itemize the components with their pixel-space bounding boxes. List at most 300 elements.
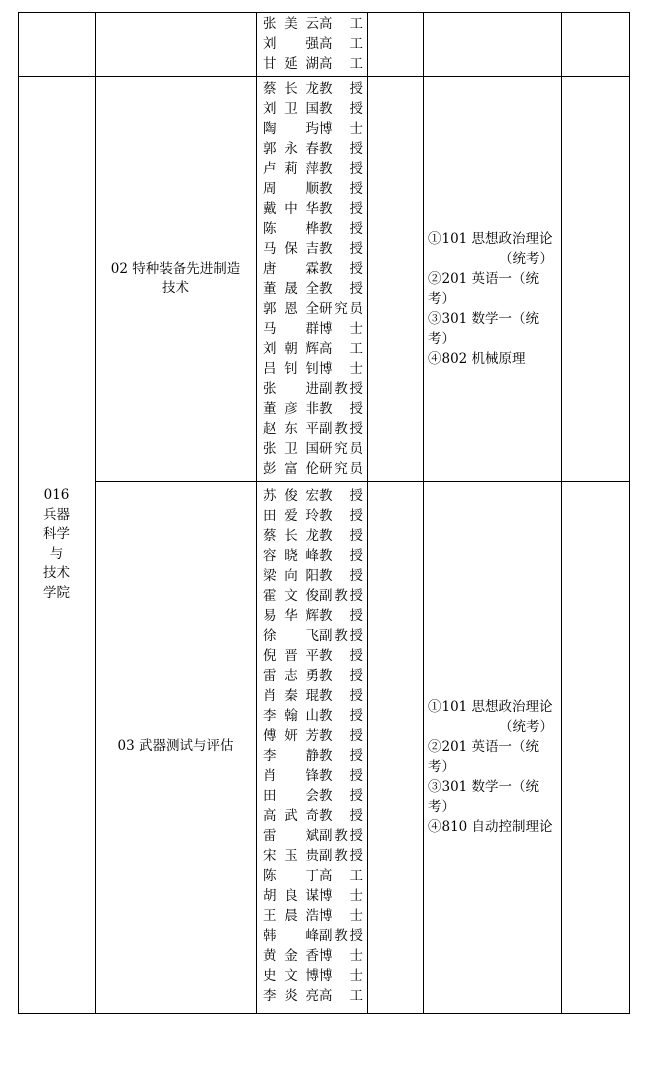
staff-row	[263, 339, 363, 359]
staff-name	[263, 966, 319, 986]
char: 俊	[305, 588, 319, 604]
char: 吉	[305, 241, 319, 257]
staff-name	[263, 766, 319, 786]
char: 辉	[305, 341, 319, 357]
char: 博	[319, 888, 333, 904]
staff-row	[263, 566, 363, 586]
char: 士	[349, 948, 363, 964]
char: 云	[305, 16, 319, 32]
staff-row	[263, 666, 363, 686]
staff-row	[263, 399, 363, 419]
char: 陶	[263, 121, 277, 137]
char: 甘	[263, 56, 277, 72]
staff-name	[263, 506, 319, 526]
char: 霍	[263, 588, 277, 604]
char: 士	[349, 908, 363, 924]
char: 授	[349, 141, 363, 157]
char: 苏	[263, 488, 277, 504]
char: 容	[263, 548, 277, 564]
char: 李	[263, 708, 277, 724]
staff-row	[263, 179, 363, 199]
staff-title	[319, 646, 363, 666]
char: 宋	[263, 848, 277, 864]
column-divider	[95, 12, 96, 1013]
char: 长	[284, 81, 298, 97]
char: 刘	[263, 36, 277, 52]
char: 教	[319, 708, 333, 724]
char: 马	[263, 241, 277, 257]
staff-row	[263, 966, 363, 986]
staff-name	[263, 806, 319, 826]
staff-row	[263, 806, 363, 826]
char: 授	[349, 421, 363, 437]
char: 肖	[263, 768, 277, 784]
char: 工	[349, 341, 363, 357]
staff-name	[263, 926, 319, 946]
char: 华	[305, 201, 319, 217]
char: 田	[263, 788, 277, 804]
char: 授	[349, 528, 363, 544]
staff-title	[319, 459, 363, 479]
staff-title	[319, 566, 363, 586]
staff-name	[263, 586, 319, 606]
table-border-bottom	[18, 1013, 630, 1014]
staff-row	[263, 359, 363, 379]
char: 授	[349, 728, 363, 744]
staff-name	[263, 706, 319, 726]
staff-title	[319, 34, 363, 54]
staff-name	[263, 746, 319, 766]
char: 教	[334, 848, 348, 864]
staff-row	[263, 159, 363, 179]
staff-title	[319, 439, 363, 459]
staff-row	[263, 946, 363, 966]
staff-row	[263, 34, 363, 54]
char: 湖	[305, 56, 319, 72]
exam-subject: ②201 英语一（统考）	[428, 271, 540, 307]
staff-list-02	[263, 79, 363, 479]
char: 教	[319, 161, 333, 177]
department-name-line: 兵器	[43, 506, 70, 523]
exam-subject: ③301 数学一（统考）	[428, 311, 540, 347]
staff-title	[319, 806, 363, 826]
staff-row	[263, 746, 363, 766]
char: 教	[319, 528, 333, 544]
staff-name	[263, 566, 319, 586]
char: 究	[334, 441, 348, 457]
staff-row	[263, 846, 363, 866]
staff-row	[263, 99, 363, 119]
char: 高	[319, 988, 333, 1004]
char: 董	[263, 401, 277, 417]
staff-title	[319, 219, 363, 239]
char: 肖	[263, 688, 277, 704]
char: 彦	[284, 401, 298, 417]
staff-title	[319, 159, 363, 179]
char: 教	[319, 221, 333, 237]
staff-name	[263, 219, 319, 239]
staff-name	[263, 199, 319, 219]
char: 全	[305, 281, 319, 297]
char: 教	[319, 568, 333, 584]
char: 士	[349, 321, 363, 337]
char: 李	[263, 748, 277, 764]
char: 峰	[305, 928, 319, 944]
program-table	[18, 12, 630, 1013]
staff-name	[263, 399, 319, 419]
char: 勇	[305, 668, 319, 684]
char: 东	[284, 421, 298, 437]
char: 副	[319, 421, 333, 437]
char: 卢	[263, 161, 277, 177]
row-divider	[18, 76, 630, 77]
char: 教	[319, 181, 333, 197]
char: 永	[284, 141, 298, 157]
staff-row	[263, 726, 363, 746]
char: 彭	[263, 461, 277, 477]
staff-name	[263, 526, 319, 546]
char: 辉	[305, 608, 319, 624]
char: 春	[305, 141, 319, 157]
staff-title	[319, 379, 363, 399]
char: 王	[263, 908, 277, 924]
char: 授	[349, 808, 363, 824]
staff-row	[263, 926, 363, 946]
char: 教	[334, 421, 348, 437]
staff-row	[263, 279, 363, 299]
char: 教	[319, 728, 333, 744]
char: 胡	[263, 888, 277, 904]
staff-title	[319, 14, 363, 34]
staff-name	[263, 359, 319, 379]
staff-row	[263, 526, 363, 546]
exam-subject-note: （统考）	[499, 719, 553, 735]
staff-name	[263, 299, 319, 319]
staff-row	[263, 766, 363, 786]
staff-title	[319, 626, 363, 646]
department-code: 016	[43, 487, 70, 503]
char: 良	[284, 888, 298, 904]
char: 玲	[305, 508, 319, 524]
char: 傅	[263, 728, 277, 744]
staff-name	[263, 726, 319, 746]
char: 奇	[305, 808, 319, 824]
char: 教	[319, 261, 333, 277]
char: 莉	[284, 161, 298, 177]
staff-row	[263, 419, 363, 439]
department-name-line: 技术	[43, 565, 70, 581]
char: 副	[319, 928, 333, 944]
char: 卫	[284, 441, 298, 457]
char: 龙	[305, 81, 319, 97]
char: 授	[349, 668, 363, 684]
char: 金	[284, 948, 298, 964]
char: 授	[349, 568, 363, 584]
staff-name	[263, 14, 319, 34]
char: 教	[319, 281, 333, 297]
char: 进	[305, 381, 319, 397]
char: 士	[349, 361, 363, 377]
char: 授	[349, 708, 363, 724]
char: 刘	[263, 341, 277, 357]
char: 授	[349, 181, 363, 197]
char: 授	[349, 788, 363, 804]
char: 妍	[284, 728, 298, 744]
char: 倪	[263, 648, 277, 664]
exam-subject: ④802 机械原理	[428, 351, 526, 367]
char: 芳	[305, 728, 319, 744]
char: 田	[263, 508, 277, 524]
char: 教	[319, 608, 333, 624]
char: 研	[319, 461, 333, 477]
char: 授	[349, 161, 363, 177]
char: 授	[349, 828, 363, 844]
char: 博	[319, 321, 333, 337]
char: 华	[284, 608, 298, 624]
char: 教	[334, 381, 348, 397]
char: 史	[263, 968, 277, 984]
exam-subjects-03	[428, 697, 553, 837]
char: 工	[349, 868, 363, 884]
staff-name	[263, 906, 319, 926]
staff-row	[263, 986, 363, 1006]
char: 顺	[305, 181, 319, 197]
char: 教	[319, 808, 333, 824]
char: 浩	[305, 908, 319, 924]
char: 授	[349, 768, 363, 784]
char: 教	[319, 768, 333, 784]
char: 斌	[305, 828, 319, 844]
staff-title	[319, 139, 363, 159]
char: 教	[319, 748, 333, 764]
char: 董	[263, 281, 277, 297]
staff-title	[319, 299, 363, 319]
char: 工	[349, 988, 363, 1004]
staff-name	[263, 606, 319, 626]
char: 授	[349, 608, 363, 624]
staff-title	[319, 726, 363, 746]
staff-title	[319, 239, 363, 259]
staff-name	[263, 34, 319, 54]
staff-list-top	[263, 14, 363, 74]
research-direction-02	[95, 260, 256, 298]
staff-name	[263, 986, 319, 1006]
char: 玙	[305, 121, 319, 137]
char: 宏	[305, 488, 319, 504]
char: 非	[305, 401, 319, 417]
char: 卫	[284, 101, 298, 117]
char: 教	[334, 828, 348, 844]
char: 授	[349, 508, 363, 524]
char: 授	[349, 381, 363, 397]
char: 龙	[305, 528, 319, 544]
char: 晨	[284, 908, 298, 924]
char: 授	[349, 648, 363, 664]
column-divider	[561, 12, 562, 1013]
char: 晟	[284, 281, 298, 297]
char: 周	[263, 181, 277, 197]
staff-row	[263, 379, 363, 399]
staff-row	[263, 259, 363, 279]
char: 韩	[263, 928, 277, 944]
char: 教	[334, 628, 348, 644]
department-name-line: 与	[49, 545, 64, 562]
char: 士	[349, 968, 363, 984]
staff-row	[263, 706, 363, 726]
char: 琨	[305, 688, 319, 704]
char: 副	[319, 628, 333, 644]
staff-list-03	[263, 486, 363, 1006]
char: 蔡	[263, 528, 277, 544]
char: 李	[263, 988, 277, 1004]
staff-title	[319, 966, 363, 986]
char: 晋	[284, 648, 298, 664]
exam-subjects-02	[428, 229, 553, 369]
char: 国	[305, 441, 319, 457]
char: 高	[319, 36, 333, 52]
char: 富	[284, 461, 298, 477]
char: 教	[319, 688, 333, 704]
staff-row	[263, 54, 363, 74]
char: 教	[319, 401, 333, 417]
char: 马	[263, 321, 277, 337]
char: 中	[284, 201, 298, 217]
char: 高	[319, 56, 333, 72]
staff-title	[319, 319, 363, 339]
char: 贵	[305, 848, 319, 864]
staff-name	[263, 946, 319, 966]
staff-title	[319, 826, 363, 846]
char: 群	[305, 321, 319, 337]
char: 副	[319, 381, 333, 397]
char: 恩	[284, 301, 298, 317]
staff-name	[263, 179, 319, 199]
staff-title	[319, 399, 363, 419]
staff-row	[263, 786, 363, 806]
staff-title	[319, 359, 363, 379]
char: 授	[349, 928, 363, 944]
staff-row	[263, 239, 363, 259]
staff-row	[263, 79, 363, 99]
staff-title	[319, 339, 363, 359]
staff-title	[319, 926, 363, 946]
char: 授	[349, 748, 363, 764]
staff-title	[319, 119, 363, 139]
staff-title	[319, 946, 363, 966]
staff-title	[319, 99, 363, 119]
staff-name	[263, 279, 319, 299]
char: 授	[349, 488, 363, 504]
char: 教	[319, 648, 333, 664]
char: 博	[305, 968, 319, 984]
staff-name	[263, 846, 319, 866]
char: 教	[319, 548, 333, 564]
char: 高	[319, 868, 333, 884]
staff-name	[263, 459, 319, 479]
exam-subject: ②201 英语一（统考）	[428, 739, 540, 775]
char: 员	[349, 461, 363, 477]
direction-name-line: 02 特种装备先进制造	[110, 261, 241, 277]
staff-title	[319, 846, 363, 866]
column-divider	[256, 12, 257, 1013]
char: 工	[349, 36, 363, 52]
char: 俊	[284, 488, 298, 504]
char: 授	[349, 548, 363, 564]
staff-name	[263, 439, 319, 459]
char: 工	[349, 56, 363, 72]
staff-name	[263, 54, 319, 74]
char: 博	[319, 361, 333, 377]
char: 员	[349, 301, 363, 317]
char: 长	[284, 528, 298, 544]
char: 强	[305, 36, 319, 52]
char: 研	[319, 301, 333, 317]
char: 全	[305, 301, 319, 317]
char: 萍	[305, 161, 319, 177]
char: 雷	[263, 828, 277, 844]
exam-subject: ①101 思想政治理论	[428, 699, 553, 715]
char: 阳	[305, 568, 319, 584]
char: 教	[319, 508, 333, 524]
staff-row	[263, 906, 363, 926]
char: 黄	[263, 948, 277, 964]
staff-row	[263, 866, 363, 886]
staff-title	[319, 906, 363, 926]
staff-title	[319, 526, 363, 546]
staff-name	[263, 626, 319, 646]
char: 赵	[263, 421, 277, 437]
exam-subject: ③301 数学一（统考）	[428, 779, 540, 815]
staff-name	[263, 666, 319, 686]
char: 工	[349, 16, 363, 32]
char: 教	[319, 668, 333, 684]
char: 保	[284, 241, 298, 257]
research-direction-03	[95, 737, 256, 756]
char: 授	[349, 588, 363, 604]
char: 爱	[284, 508, 298, 524]
char: 授	[349, 221, 363, 237]
staff-title	[319, 586, 363, 606]
char: 张	[263, 381, 277, 397]
char: 文	[284, 588, 298, 604]
staff-title	[319, 666, 363, 686]
char: 士	[349, 888, 363, 904]
staff-title	[319, 986, 363, 1006]
staff-title	[319, 179, 363, 199]
staff-name	[263, 259, 319, 279]
staff-name	[263, 79, 319, 99]
char: 高	[319, 16, 333, 32]
staff-row	[263, 459, 363, 479]
char: 教	[319, 241, 333, 257]
staff-row	[263, 646, 363, 666]
department-name-line: 科学	[43, 526, 70, 542]
char: 郭	[263, 301, 277, 317]
department-cell	[18, 486, 95, 603]
staff-title	[319, 786, 363, 806]
char: 教	[334, 928, 348, 944]
staff-row	[263, 139, 363, 159]
exam-subject: ④810 自动控制理论	[428, 819, 553, 835]
staff-title	[319, 606, 363, 626]
char: 文	[284, 968, 298, 984]
char: 授	[349, 241, 363, 257]
char: 国	[305, 101, 319, 117]
staff-row	[263, 606, 363, 626]
char: 张	[263, 16, 277, 32]
staff-name	[263, 319, 319, 339]
staff-row	[263, 299, 363, 319]
